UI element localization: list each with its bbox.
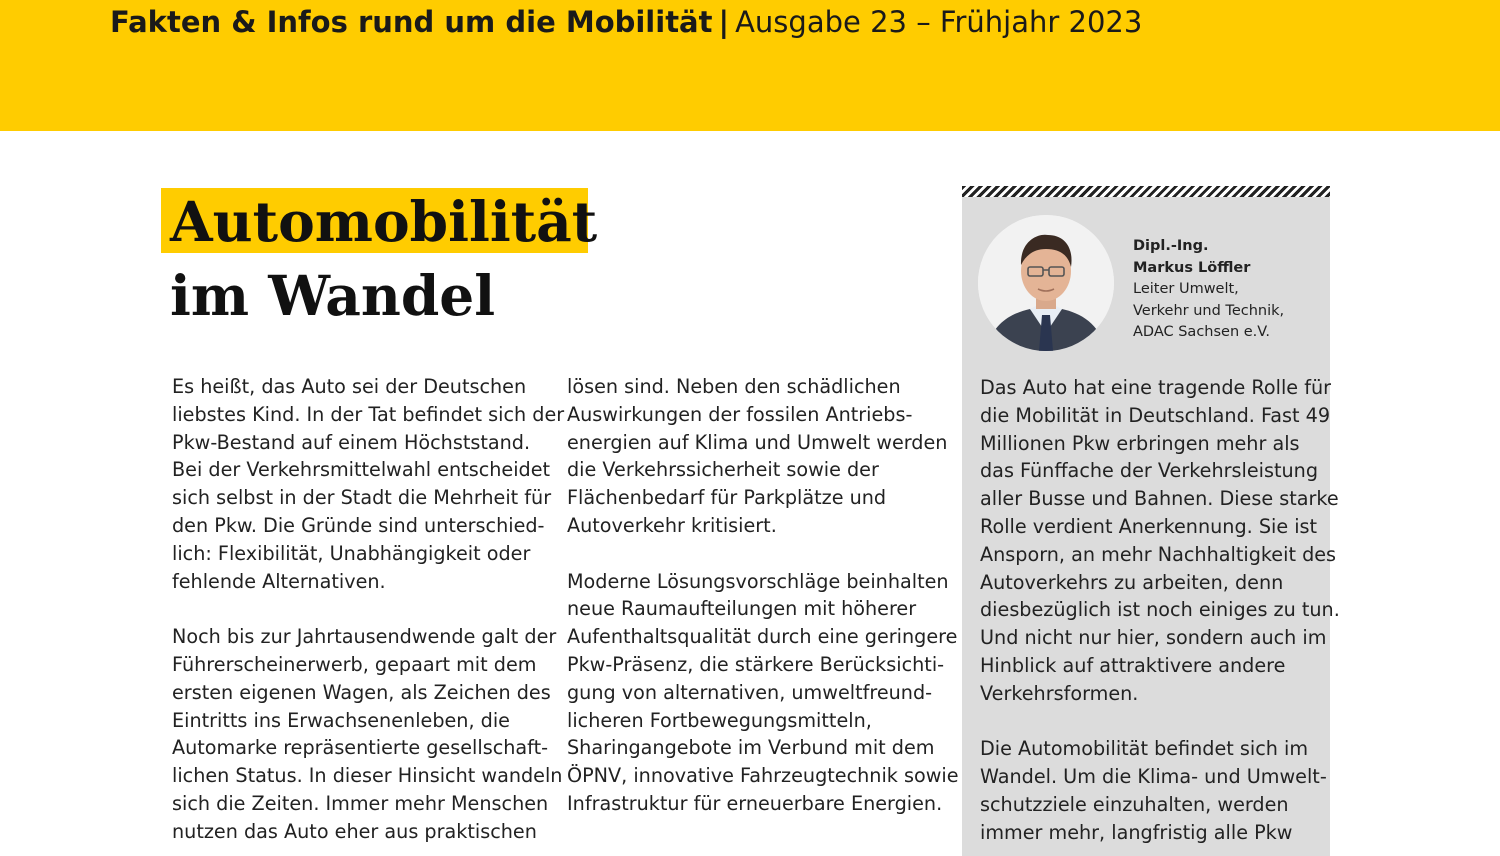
paragraph (172, 373, 565, 595)
text-line: diesbezüglich ist noch einiges zu tun. (980, 598, 1340, 622)
issue-label: Ausgabe 23 – Frühjahr 2023 (735, 5, 1143, 39)
text-line: immer mehr, langfristig alle Pkw (980, 820, 1293, 844)
paragraph (567, 373, 947, 540)
text-line: Moderne Lösungsvorschläge beinhalten (567, 569, 949, 593)
text-line: Es heißt, das Auto sei der Deutschen (172, 375, 527, 398)
text-line: lösen sind. Neben den schädlichen (567, 375, 901, 398)
text-line: Und nicht nur hier, sondern auch im (980, 626, 1327, 650)
text-line: Die Automobilität befindet sich im (980, 737, 1309, 761)
author-organization: ADAC Sachsen e.V. (1133, 324, 1270, 340)
text-line: lich: Flexibilität, Unabhängigkeit oder (172, 541, 531, 565)
article-column-2 (567, 373, 959, 818)
publication-series: Fakten & Infos rund um die Mobilität (110, 5, 713, 39)
text-line: Noch bis zur Jahrtausendwende galt der (172, 625, 557, 649)
portrait-icon (978, 215, 1114, 351)
text-line: schutzziele einzuhalten, werden (980, 792, 1289, 816)
author-info (1133, 236, 1284, 344)
paragraph (567, 568, 959, 818)
text-line: sich selbst in der Stadt die Mehrheit für (172, 486, 552, 510)
text-line: Pkw-Bestand auf einem Höchststand. (172, 430, 531, 454)
text-line: Autoverkehrs zu arbeiten, denn (980, 570, 1284, 594)
text-line: Hinblick auf attraktivere andere (980, 653, 1286, 677)
text-line: das Fünffache der Verkehrsleistung (980, 459, 1318, 483)
author-title: Dipl.-Ing. (1133, 238, 1209, 254)
author-sidebar (962, 186, 1340, 856)
text-line: ersten eigenen Wagen, als Zeichen des (172, 680, 551, 704)
text-line: liebstes Kind. In der Tat befindet sich der (172, 402, 565, 426)
article-column-1 (172, 373, 565, 846)
text-line: Ansporn, an mehr Nachhaltigkeit des (980, 542, 1337, 566)
text-line: Das Auto hat eine tragende Rolle für (980, 376, 1331, 399)
text-line: Eintritts ins Erwachsenenleben, die (172, 708, 510, 732)
text-line: licheren Fortbewegungsmitteln, (567, 708, 872, 732)
header-separator: | (718, 5, 730, 39)
text-line: Automarke repräsentierte gesellschaft- (172, 736, 549, 760)
text-line: Autoverkehr kritisiert. (567, 513, 777, 537)
text-line: die Mobilität in Deutschland. Fast 49 (980, 403, 1331, 427)
text-line: Verkehrsformen. (980, 681, 1139, 705)
text-line: Sharingangebote im Verbund mit dem (567, 736, 935, 760)
text-line: neue Raumaufteilungen mit höherer (567, 597, 917, 621)
text-line: fehlende Alternativen. (172, 569, 386, 593)
author-role-line: Leiter Umwelt, (1133, 281, 1239, 297)
author-portrait (978, 215, 1114, 351)
text-line: ÖPNV, innovative Fahrzeugtechnik sowie (567, 764, 959, 788)
text-line: energien auf Klima und Umwelt werden (567, 430, 948, 454)
text-line: Rolle verdient Anerkennung. Sie ist (980, 514, 1318, 538)
text-line: Aufenthaltsqualität durch eine geringere (567, 625, 958, 649)
text-line: aller Busse und Bahnen. Diese starke (980, 487, 1339, 511)
text-line: Pkw-Präsenz, die stärkere Berücksichti- (567, 652, 945, 676)
text-line: sich die Zeiten. Immer mehr Menschen (172, 791, 549, 815)
header-banner (0, 0, 1500, 131)
paragraph (980, 735, 1325, 846)
sidebar-text (980, 374, 1340, 847)
text-line: Millionen Pkw erbringen mehr als (980, 431, 1300, 455)
sidebar-stripe-border (962, 186, 1330, 197)
paragraph (172, 623, 563, 845)
text-line: die Verkehrssicherheit sowie der (567, 458, 879, 482)
text-line: Auswirkungen der fossilen Antriebs- (567, 402, 913, 426)
text-line: Bei der Verkehrsmittelwahl entscheidet (172, 458, 551, 482)
text-line: Infrastruktur für erneuerbare Energien. (567, 791, 943, 815)
title-line-2: im Wandel (170, 263, 496, 328)
text-line: nutzen das Auto eher aus praktischen (172, 819, 537, 843)
header-line (110, 2, 1142, 42)
title-line-1: Automobilität (170, 189, 598, 254)
paragraph (980, 374, 1340, 708)
author-name: Markus Löffler (1133, 259, 1251, 276)
text-line: gung von alternativen, umweltfreund- (567, 680, 933, 704)
article-title (170, 185, 597, 333)
text-line: Flächenbedarf für Parkplätze und (567, 486, 887, 510)
text-line: Wandel. Um die Klima- und Umwelt- (980, 765, 1327, 789)
author-role-line: Verkehr und Technik, (1133, 302, 1285, 319)
text-line: den Pkw. Die Gründe sind unterschied- (172, 513, 545, 537)
text-line: Führerscheinerwerb, gepaart mit dem (172, 652, 537, 676)
text-line: lichen Status. In dieser Hinsicht wandeln (172, 764, 563, 788)
